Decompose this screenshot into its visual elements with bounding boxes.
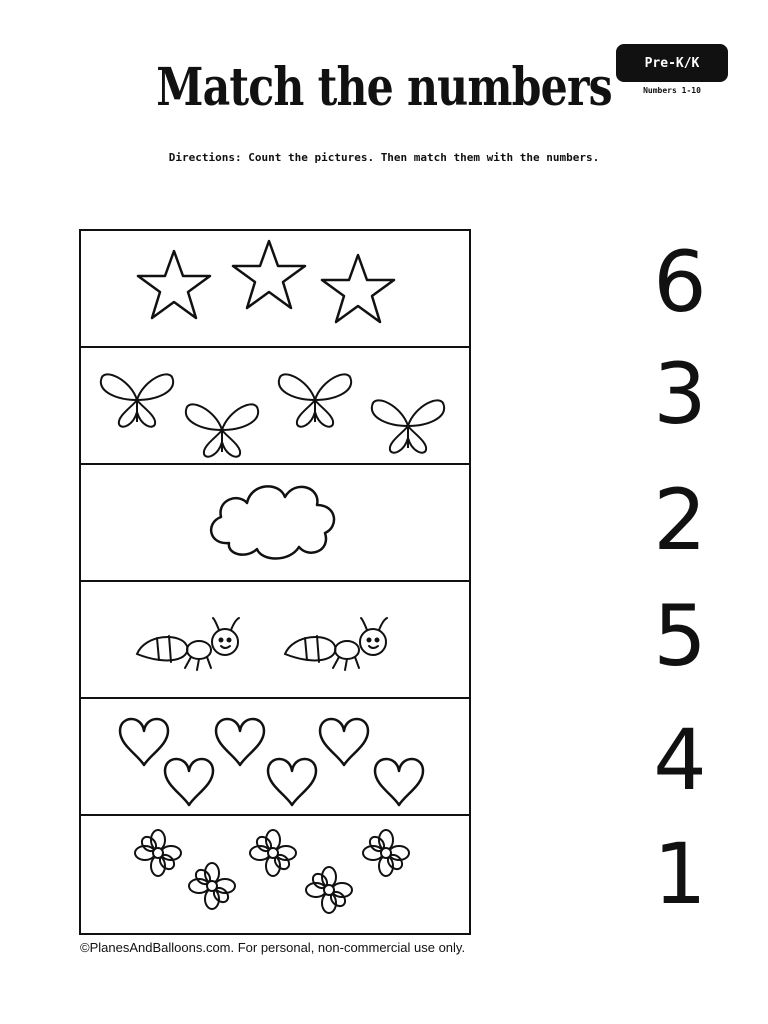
picture-row-flowers xyxy=(81,816,469,933)
heart-icon xyxy=(165,759,213,805)
butterfly-icon xyxy=(279,374,351,426)
picture-row-stars xyxy=(81,231,469,348)
heart-icon-group xyxy=(81,699,469,816)
heart-icon xyxy=(375,759,423,805)
picture-row-cloud xyxy=(81,465,469,582)
heart-icon xyxy=(216,719,264,765)
ant-icon xyxy=(285,618,387,670)
picture-row-ants xyxy=(81,582,469,699)
page-title: Match the numbers xyxy=(156,57,612,118)
number-item: 4 xyxy=(653,711,707,809)
picture-row-hearts xyxy=(81,699,469,816)
flower-icon xyxy=(306,867,352,913)
flower-icon-group xyxy=(81,816,469,933)
ant-icon xyxy=(137,618,239,670)
heart-icon xyxy=(320,719,368,765)
number-item: 3 xyxy=(653,345,707,443)
directions-text: Directions: Count the pictures. Then match them with the numbers. xyxy=(168,151,600,164)
ant-icon-group xyxy=(81,582,469,699)
grade-badge-subtitle: Numbers 1-10 xyxy=(643,86,701,95)
grade-badge: Pre-K/K xyxy=(616,44,728,82)
butterfly-icon xyxy=(186,404,258,456)
number-item: 2 xyxy=(653,471,707,569)
number-item: 1 xyxy=(653,825,707,923)
star-icon xyxy=(138,251,210,318)
heart-icon xyxy=(120,719,168,765)
butterfly-icon-group xyxy=(81,348,469,465)
picture-row-butterflies xyxy=(81,348,469,465)
number-item: 6 xyxy=(653,233,707,331)
cloud-icon xyxy=(211,486,334,558)
flower-icon xyxy=(135,830,181,876)
butterfly-icon xyxy=(372,400,444,452)
copyright-footer: ©PlanesAndBalloons.com. For personal, non-commercial use only. xyxy=(80,940,466,955)
flower-icon xyxy=(189,863,235,909)
flower-icon xyxy=(250,830,296,876)
flower-icon xyxy=(363,830,409,876)
star-icon xyxy=(322,255,394,322)
pictures-box xyxy=(79,229,471,935)
heart-icon xyxy=(268,759,316,805)
star-icon-group xyxy=(81,231,469,348)
cloud-icon-group xyxy=(81,465,469,582)
star-icon xyxy=(233,241,305,308)
number-item: 5 xyxy=(653,587,707,685)
butterfly-icon xyxy=(101,374,173,426)
